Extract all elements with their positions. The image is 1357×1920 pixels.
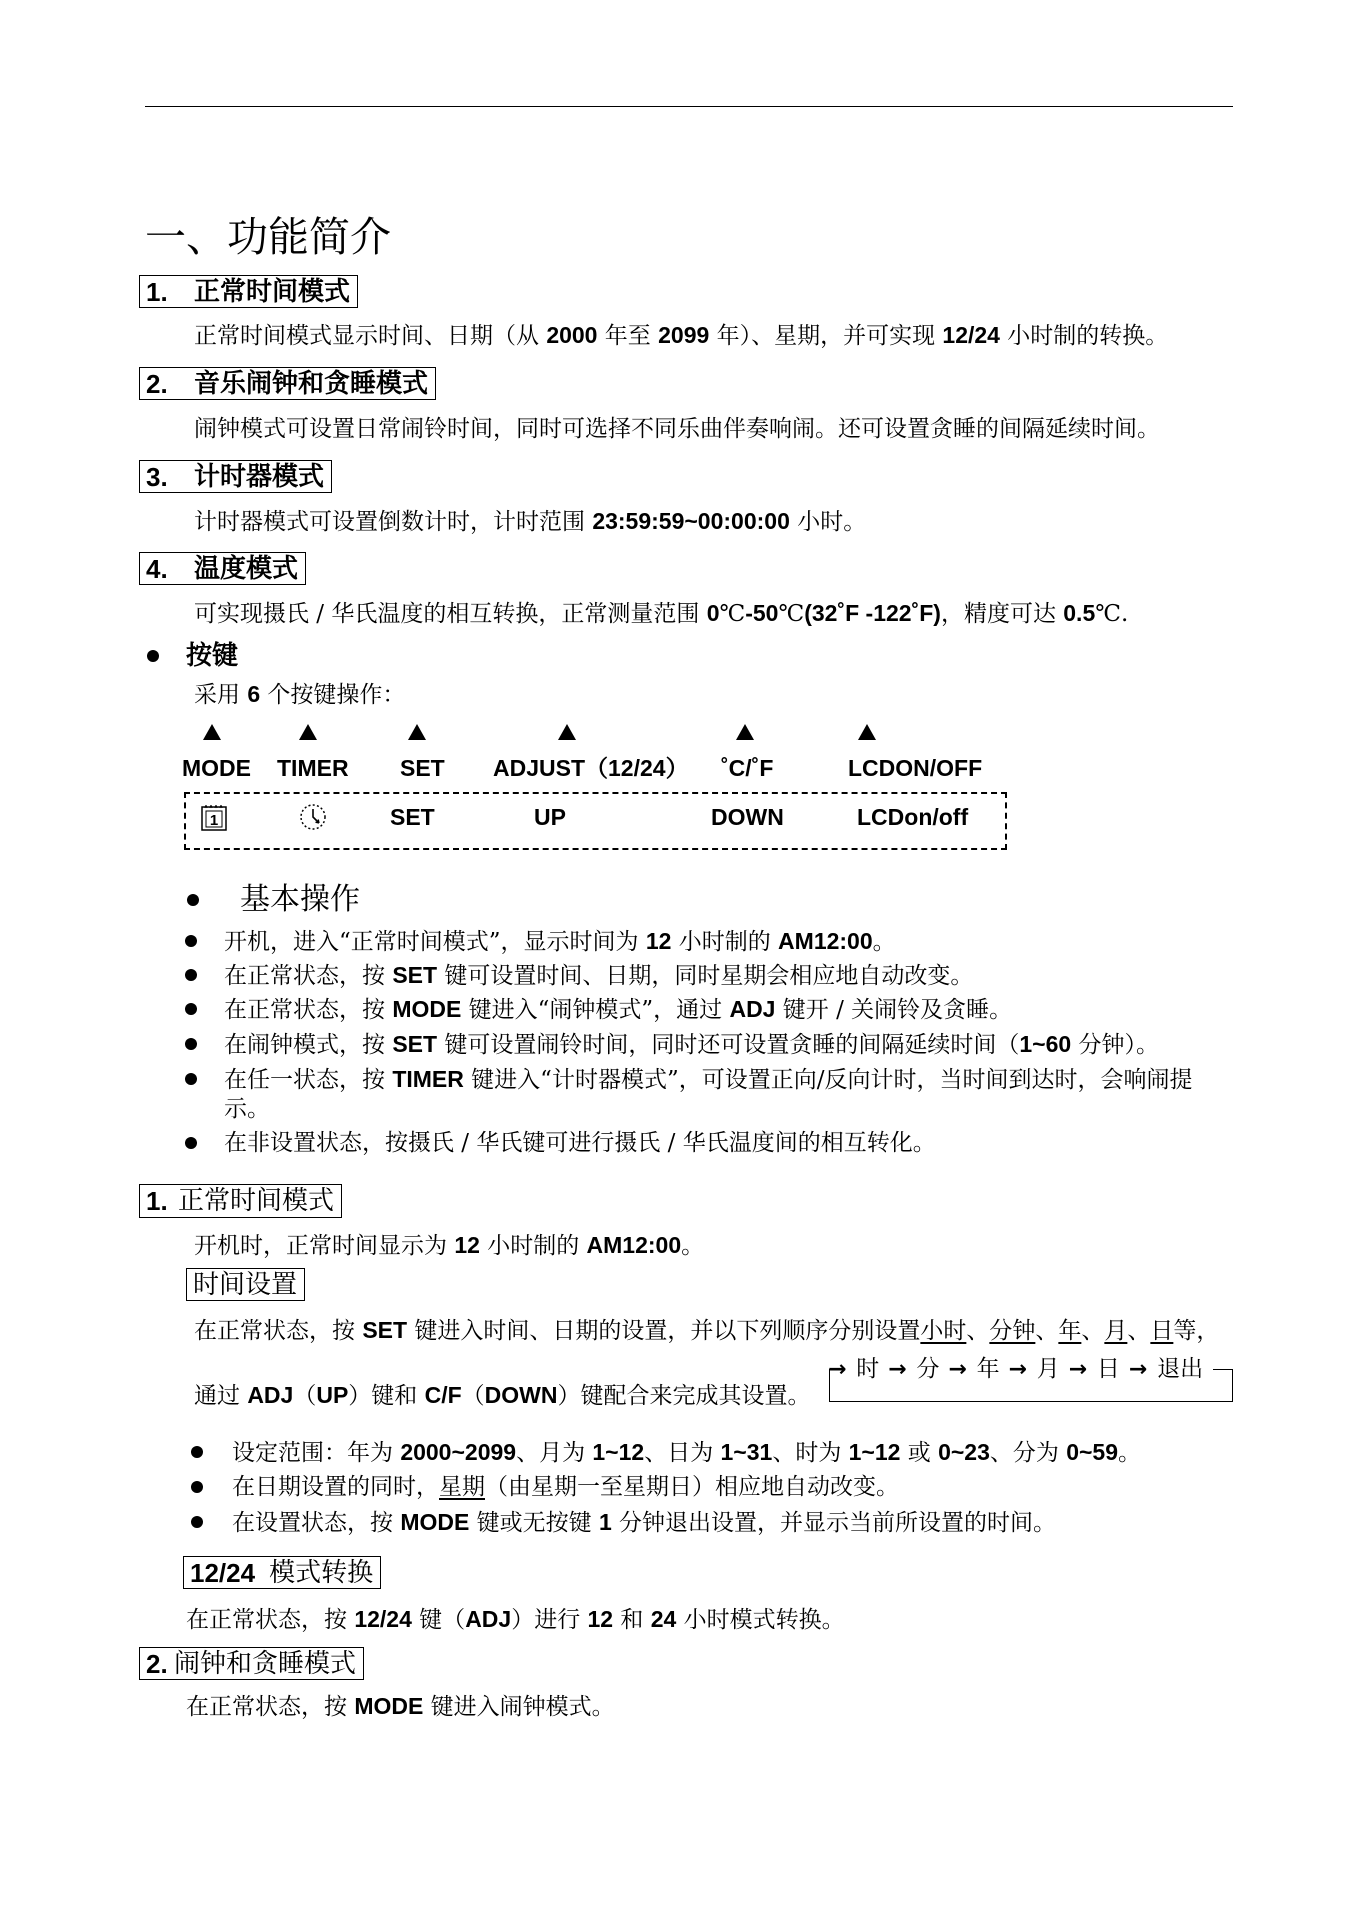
list-item bbox=[224, 1064, 1192, 1095]
section-heading-alarm-snooze bbox=[139, 367, 436, 400]
bold-text-run: 2000 bbox=[546, 322, 598, 348]
text-run: ℃. bbox=[1095, 601, 1129, 627]
clock-icon bbox=[298, 802, 328, 832]
up-triangle-icon bbox=[408, 724, 426, 740]
underlined-text-run: 年 bbox=[1058, 1318, 1082, 1344]
bold-text-run: UP bbox=[316, 1382, 349, 1408]
bold-text-run: SET bbox=[392, 962, 438, 988]
bold-text-run: 0.5 bbox=[1063, 600, 1096, 626]
text-run: 键进入“计时器模式”，可设置正向/反向计时，当时间到达时，会响闹提 bbox=[463, 1067, 1193, 1093]
setting-order-flow bbox=[829, 1355, 1233, 1383]
text-run: 开机，进入“正常时间模式”，显示时间为 bbox=[224, 929, 646, 955]
list-item bbox=[224, 960, 973, 991]
underlined-text-run: 日 bbox=[1150, 1318, 1174, 1344]
underlined-text-run: 月 bbox=[1104, 1318, 1128, 1344]
bold-text-run: 1~12 bbox=[592, 1439, 645, 1465]
key-label-timer: TIMER bbox=[277, 755, 349, 781]
bold-text-run: 12/24 bbox=[942, 322, 1000, 348]
bold-text-run: SET bbox=[362, 1317, 408, 1343]
bold-text-run: (32˚F -122˚F) bbox=[804, 600, 941, 626]
time-setting-text bbox=[194, 1380, 810, 1411]
section-number: 3. bbox=[146, 461, 168, 492]
text-run: 键进入闹钟模式。 bbox=[423, 1694, 615, 1720]
text-run: 小时。 bbox=[789, 509, 867, 535]
section-label: 正常时间模式 bbox=[178, 1186, 335, 1216]
text-run: 采用 bbox=[194, 682, 248, 708]
subsection-label: 时间设置 bbox=[193, 1269, 298, 1300]
key-label-set: SET bbox=[400, 755, 445, 781]
bold-text-run: 1~12 bbox=[848, 1439, 901, 1465]
bold-text-run: 0~23 bbox=[938, 1439, 990, 1465]
flow-step-day: 日 bbox=[1096, 1356, 1120, 1382]
list-item bbox=[232, 1472, 899, 1502]
text-run: 闹钟模式可设置日常闹铃时间，同时可选择不同乐曲伴奏响闹。还可设置贪睡的间隔延续时间。 bbox=[194, 416, 1160, 442]
normal-time-intro bbox=[194, 1230, 704, 1261]
text-run: 计时器模式可设置倒数计时，计时范围 bbox=[194, 509, 593, 535]
text-run: 设定范围：年为 bbox=[232, 1440, 401, 1466]
text-run: 键（ bbox=[411, 1607, 466, 1633]
keys-intro bbox=[194, 679, 405, 710]
bold-text-run: MODE bbox=[392, 996, 462, 1022]
text-run: 小时模式转换。 bbox=[676, 1607, 845, 1633]
text-run: 键开 / 关闹铃及贪睡。 bbox=[775, 997, 1013, 1023]
bold-text-run: SET bbox=[392, 1031, 438, 1057]
text-run: ）键配合来完成其设置。 bbox=[557, 1383, 811, 1409]
text-run: 在正常状态，按 bbox=[186, 1607, 355, 1633]
bold-text-run: ADJ bbox=[465, 1606, 512, 1632]
text-run: 、日为 bbox=[644, 1440, 721, 1466]
text-run: 、月为 bbox=[516, 1440, 593, 1466]
text-run: 、 bbox=[1127, 1318, 1151, 1344]
section-number: 1. bbox=[146, 276, 168, 307]
key-label-celsius-fahrenheit: ˚C/˚F bbox=[721, 755, 774, 781]
text-run: 。 bbox=[1118, 1440, 1142, 1466]
key-function-lcd-onoff: LCDon/off bbox=[857, 804, 969, 830]
section-label: 温度模式 bbox=[194, 553, 299, 584]
section-heading-timer bbox=[139, 460, 332, 493]
bold-text-run: 0 bbox=[706, 600, 720, 626]
underlined-text-run: 小时 bbox=[920, 1318, 967, 1344]
up-triangle-icon bbox=[736, 724, 754, 740]
arrow-right-icon bbox=[948, 1355, 966, 1384]
bold-text-run: 1 bbox=[598, 1509, 612, 1535]
subsection-heading-12-24-switch bbox=[183, 1556, 381, 1589]
list-item bbox=[224, 926, 896, 957]
bold-text-run: 2099 bbox=[658, 322, 710, 348]
time-setting-text bbox=[194, 1315, 1219, 1346]
text-run: 、 bbox=[1081, 1318, 1105, 1344]
bold-text-run: 0~59 bbox=[1066, 1439, 1119, 1465]
bullet-icon bbox=[185, 1038, 197, 1050]
text-run: 在正常状态，按 bbox=[186, 1694, 355, 1720]
section-number: 1. bbox=[146, 1186, 168, 1216]
text-run: 小时制的 bbox=[671, 929, 779, 955]
mode-switch-text bbox=[186, 1604, 845, 1635]
subsection-number: 12/24 bbox=[190, 1557, 256, 1588]
section-label: 计时器模式 bbox=[194, 461, 325, 492]
text-run: ，精度可达 bbox=[940, 601, 1064, 627]
bold-text-run: 6 bbox=[247, 681, 261, 707]
text-run: ）键和 bbox=[348, 1383, 425, 1409]
bold-text-run: C/F bbox=[424, 1382, 462, 1408]
text-run: 键可设置闹铃时间，同时还可设置贪睡的间隔延续时间（ bbox=[437, 1032, 1020, 1058]
text-run: 、分为 bbox=[989, 1440, 1067, 1466]
text-run: 分钟）。 bbox=[1071, 1032, 1159, 1058]
text-run: 分钟退出设置，并显示当前所设置的时间。 bbox=[611, 1510, 1057, 1536]
text-run: 示。 bbox=[224, 1096, 270, 1122]
arrow-right-icon bbox=[828, 1355, 846, 1384]
subsection-label: 模式转换 bbox=[269, 1557, 374, 1588]
bullet-icon bbox=[147, 650, 159, 662]
list-item bbox=[224, 994, 1012, 1025]
text-run: 在非设置状态，按摄氏 / 华氏键可进行摄氏 / 华氏温度间的相互转化。 bbox=[224, 1130, 936, 1156]
key-function-down: DOWN bbox=[711, 804, 784, 830]
text-run: 键进入时间、日期的设置，并以下列顺序分别设置 bbox=[407, 1318, 921, 1344]
basic-operation-heading: 基本操作 bbox=[240, 882, 360, 917]
section-label: 正常时间模式 bbox=[194, 276, 351, 307]
bold-text-run: 1~60 bbox=[1019, 1031, 1072, 1057]
text-run: 键进入“闹钟模式”，通过 bbox=[461, 997, 730, 1023]
list-item bbox=[224, 1029, 1159, 1060]
bullet-icon bbox=[185, 1137, 197, 1149]
section-heading-alarm-detail bbox=[139, 1647, 364, 1680]
arrow-right-icon bbox=[1069, 1355, 1087, 1384]
key-function-set: SET bbox=[390, 804, 435, 830]
text-run: （ bbox=[461, 1383, 485, 1409]
key-label-lcd-onoff: LCDON/OFF bbox=[848, 755, 983, 781]
up-triangle-icon bbox=[299, 724, 317, 740]
bold-text-run: MODE bbox=[400, 1509, 470, 1535]
up-triangle-icon bbox=[858, 724, 876, 740]
bold-text-run: ADJ bbox=[247, 1382, 294, 1408]
section-heading-normal-time bbox=[139, 275, 358, 308]
text-run: 可实现摄氏 / 华氏温度的相互转换，正常测量范围 bbox=[194, 601, 707, 627]
section-number: 2. bbox=[146, 1648, 168, 1679]
text-run: ℃ bbox=[719, 601, 746, 627]
bold-text-run: 2000~2099 bbox=[400, 1439, 517, 1465]
text-run: 在日期设置的同时， bbox=[232, 1474, 439, 1500]
list-item bbox=[232, 1507, 1056, 1538]
bullet-icon bbox=[185, 1073, 197, 1085]
section-description bbox=[194, 414, 1160, 444]
section-label: 音乐闹钟和贪睡模式 bbox=[194, 368, 429, 399]
key-label-mode: MODE bbox=[182, 755, 251, 781]
text-run: 正常时间模式显示时间、日期（从 bbox=[194, 323, 547, 349]
flow-step-hour: 时 bbox=[856, 1356, 880, 1382]
text-run: 小时制的 bbox=[479, 1233, 587, 1259]
section-description bbox=[194, 506, 866, 537]
bold-text-run: 23:59:59~00:00:00 bbox=[592, 508, 790, 534]
text-run: 小时制的转换。 bbox=[999, 323, 1169, 349]
up-triangle-icon bbox=[558, 724, 576, 740]
list-item bbox=[224, 1128, 936, 1158]
text-run: 、时为 bbox=[772, 1440, 849, 1466]
section-number: 4. bbox=[146, 553, 168, 584]
section-heading-temperature bbox=[139, 552, 306, 585]
text-run: 通过 bbox=[194, 1383, 248, 1409]
text-run: （ bbox=[293, 1383, 317, 1409]
text-run: 在正常状态，按 bbox=[224, 963, 393, 989]
up-triangle-icon bbox=[203, 724, 221, 740]
key-function-up: UP bbox=[534, 804, 566, 830]
text-run: ℃ bbox=[778, 601, 805, 627]
alarm-intro bbox=[186, 1691, 615, 1722]
bullet-icon bbox=[187, 894, 199, 906]
text-run: 或 bbox=[900, 1440, 939, 1466]
flow-step-exit: 退出 bbox=[1157, 1356, 1204, 1382]
text-run: 在设置状态，按 bbox=[232, 1510, 401, 1536]
bold-text-run: 1~31 bbox=[720, 1439, 773, 1465]
bold-text-run: DOWN bbox=[484, 1382, 558, 1408]
section-description bbox=[194, 598, 1128, 629]
bold-text-run: TIMER bbox=[392, 1066, 464, 1092]
text-run: 键或无按键 bbox=[469, 1510, 599, 1536]
flow-step-month: 月 bbox=[1036, 1356, 1060, 1382]
section-number: 2. bbox=[146, 368, 168, 399]
bullet-icon bbox=[191, 1446, 203, 1458]
list-item-continuation bbox=[224, 1094, 270, 1124]
bold-text-run: 12 bbox=[587, 1606, 614, 1632]
text-run: 键可设置时间、日期，同时星期会相应地自动改变。 bbox=[437, 963, 974, 989]
bullet-icon bbox=[185, 1003, 197, 1015]
arrow-right-icon bbox=[1129, 1355, 1147, 1384]
text-run: 、 bbox=[1035, 1318, 1059, 1344]
section-description bbox=[194, 320, 1168, 351]
flow-step-year: 年 bbox=[976, 1356, 1000, 1382]
subsection-heading-time-setting bbox=[186, 1268, 305, 1301]
calendar-digit: 1 bbox=[209, 812, 219, 829]
bold-text-run: MODE bbox=[354, 1693, 424, 1719]
text-run: 。 bbox=[872, 929, 896, 955]
text-run: ）进行 bbox=[511, 1607, 588, 1633]
text-run: 和 bbox=[613, 1607, 651, 1633]
text-run: 。 bbox=[681, 1233, 705, 1259]
text-run: 在闹钟模式，按 bbox=[224, 1032, 393, 1058]
text-run: 个按键操作： bbox=[260, 682, 406, 708]
arrow-right-icon bbox=[888, 1355, 906, 1384]
bold-text-run: AM12:00 bbox=[586, 1232, 682, 1258]
underlined-text-run: 分钟 bbox=[989, 1318, 1036, 1344]
bullet-icon bbox=[185, 969, 197, 981]
bold-text-run: ADJ bbox=[729, 996, 776, 1022]
page-title: 一、功能简介 bbox=[145, 213, 391, 261]
list-item bbox=[232, 1437, 1141, 1468]
text-run: 在正常状态，按 bbox=[194, 1318, 363, 1344]
bullet-icon bbox=[185, 935, 197, 947]
bold-text-run: 12 bbox=[645, 928, 672, 954]
arrow-right-icon bbox=[1008, 1355, 1026, 1384]
text-run: 在正常状态，按 bbox=[224, 997, 393, 1023]
text-run: 在任一状态，按 bbox=[224, 1067, 393, 1093]
bullet-icon bbox=[191, 1481, 203, 1493]
text-run: （由星期一至星期日）相应地自动改变。 bbox=[485, 1474, 899, 1500]
text-run: 年）、星期，并可实现 bbox=[709, 323, 943, 349]
bold-text-run: 12 bbox=[454, 1232, 480, 1258]
text-run: 、 bbox=[966, 1318, 990, 1344]
section-label: 闹钟和贪睡模式 bbox=[174, 1648, 357, 1679]
bold-text-run: 24 bbox=[650, 1606, 677, 1632]
text-run: 等， bbox=[1173, 1318, 1220, 1344]
section-heading-normal-time-detail bbox=[139, 1184, 342, 1218]
key-label-adjust: ADJUST（12/24） bbox=[493, 755, 689, 781]
bold-text-run: 12/24 bbox=[354, 1606, 412, 1632]
bold-text-run: AM12:00 bbox=[778, 928, 873, 954]
bullet-icon bbox=[191, 1516, 203, 1528]
flow-return-line bbox=[1213, 1369, 1233, 1370]
text-run: 开机时，正常时间显示为 bbox=[194, 1233, 455, 1259]
header-rule bbox=[145, 106, 1233, 107]
text-run: 年至 bbox=[597, 323, 659, 349]
calendar-icon bbox=[200, 802, 228, 832]
keys-heading: 按键 bbox=[186, 641, 239, 671]
underlined-text-run: 星期 bbox=[439, 1474, 485, 1500]
bold-text-run: -50 bbox=[745, 600, 779, 626]
flow-step-minute: 分 bbox=[916, 1356, 940, 1382]
